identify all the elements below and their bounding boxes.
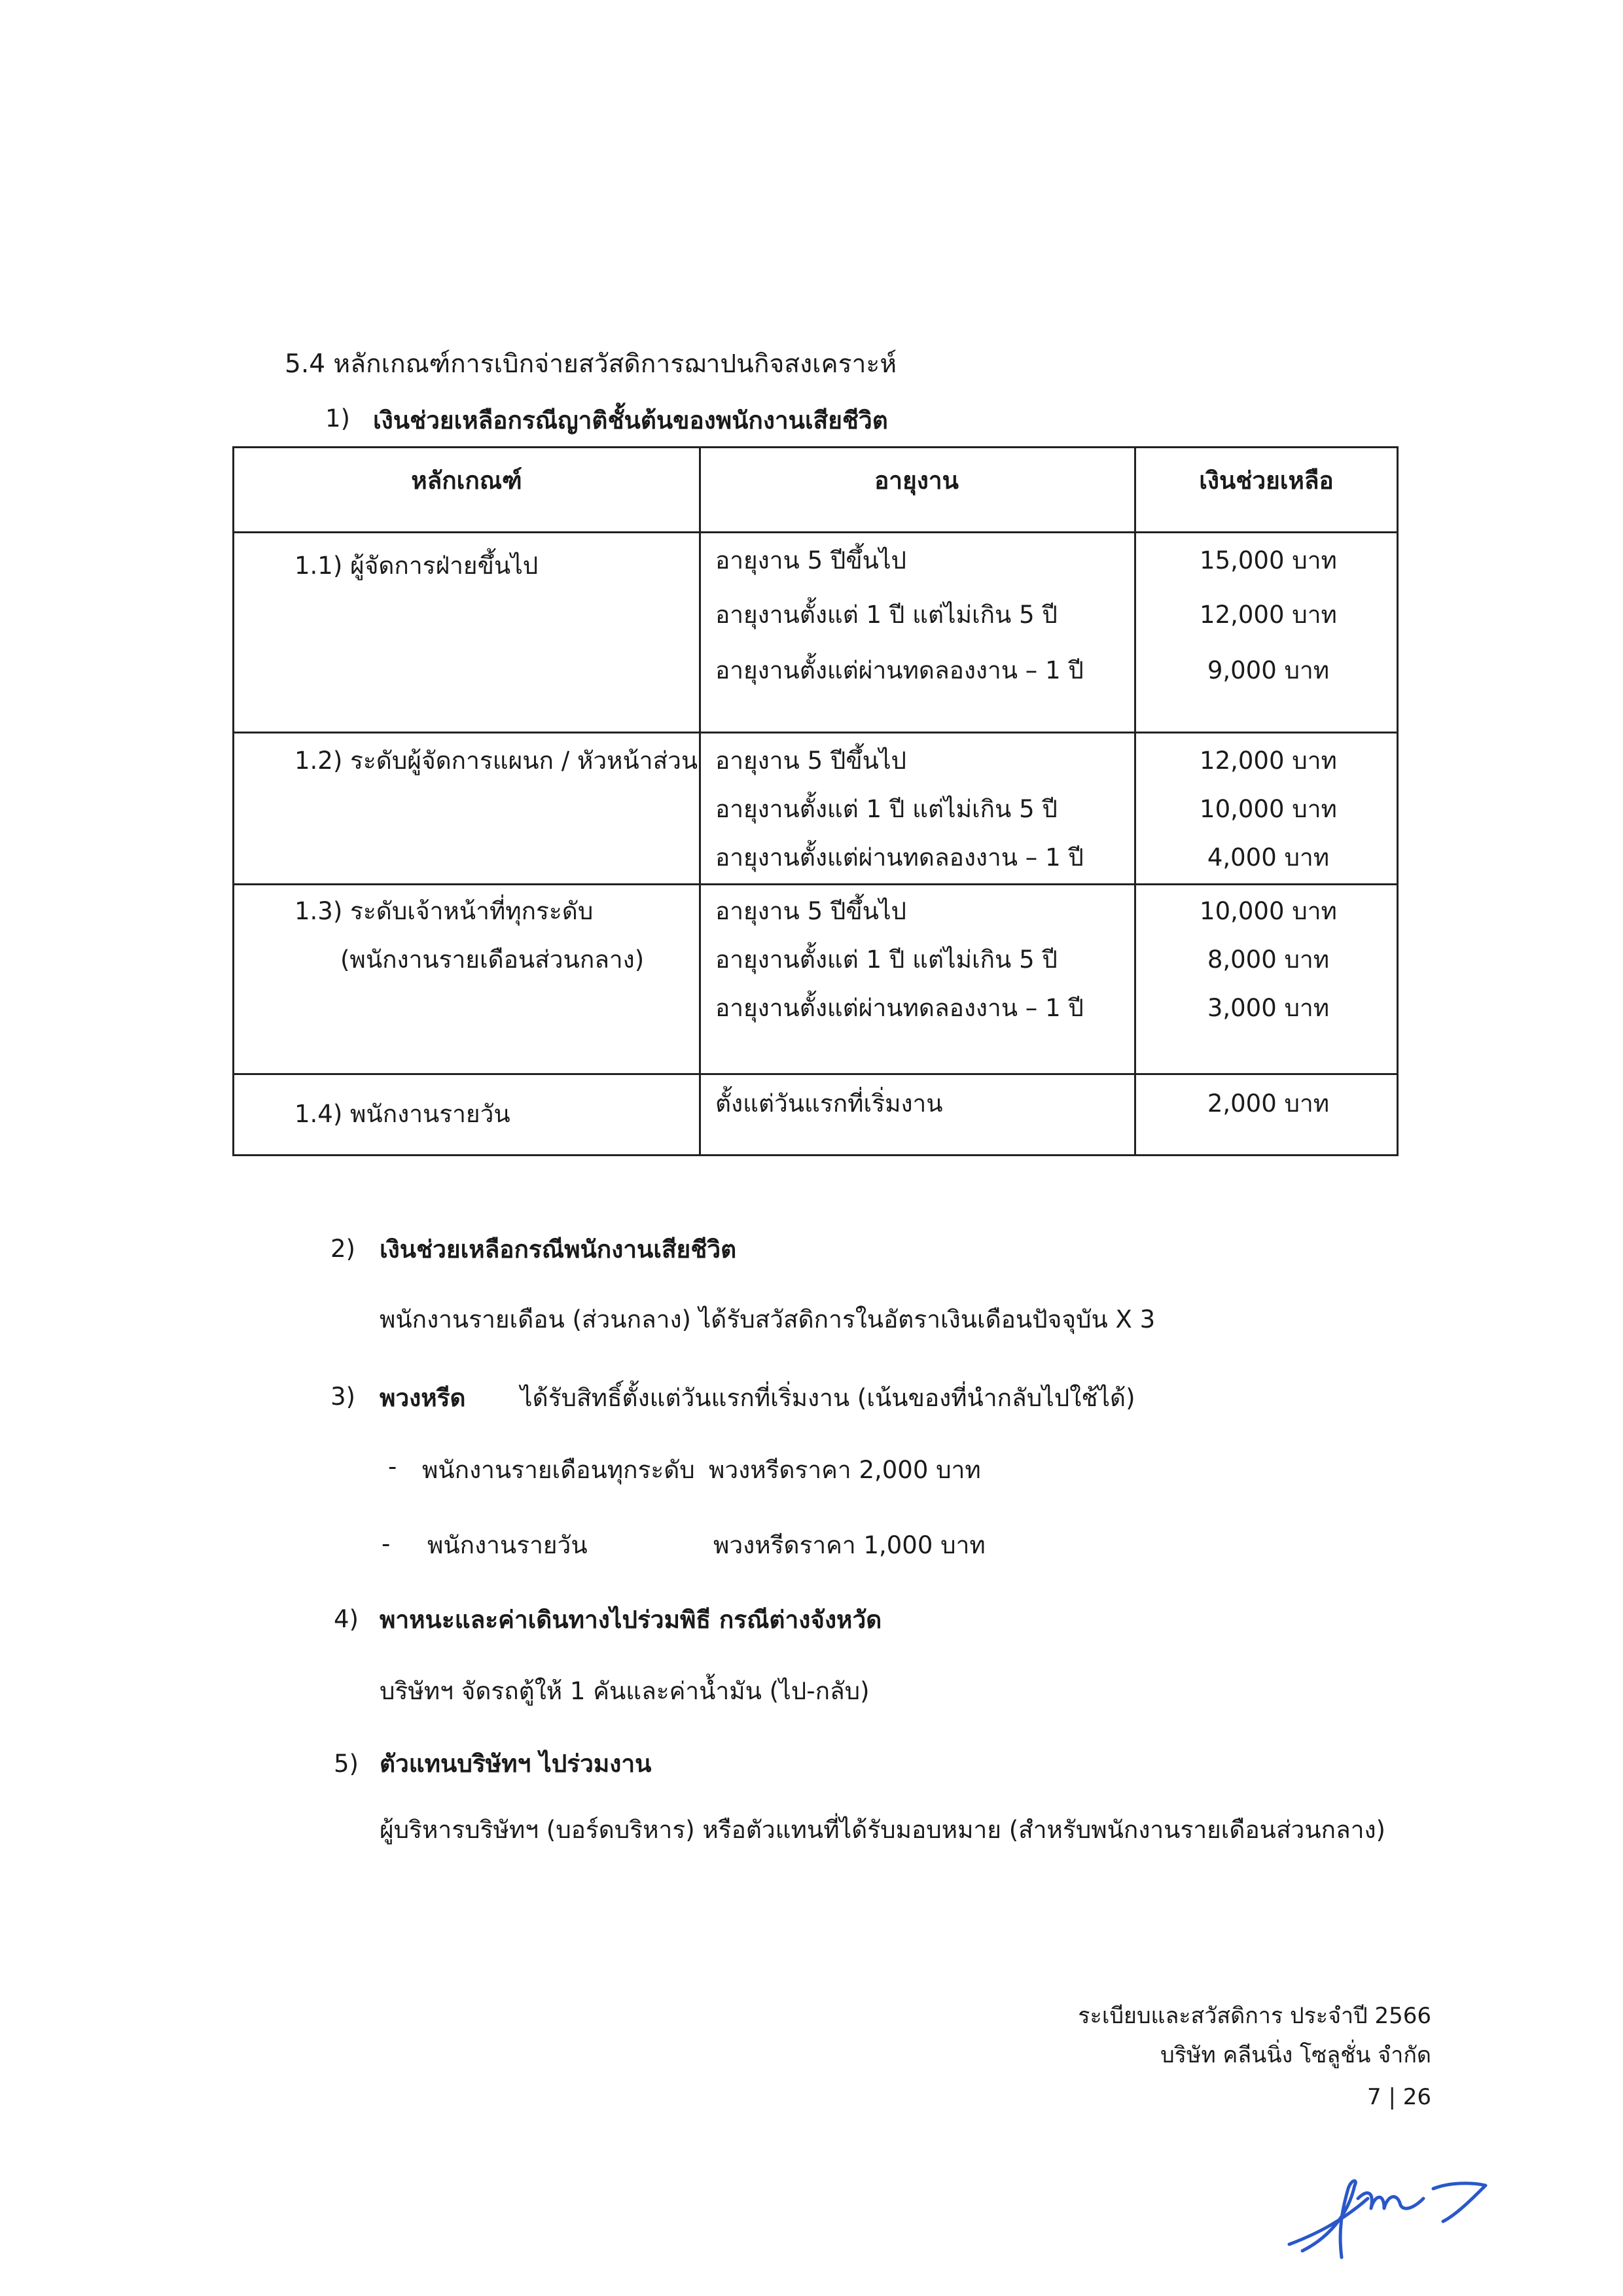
table-header-amount: เงินช่วยเหลือ <box>1199 467 1334 495</box>
item3-number: 3) <box>330 1383 355 1411</box>
row1-service-1: อายุงาน 5 ปีขึ้นไป <box>715 546 907 574</box>
item4-number: 4) <box>334 1605 359 1633</box>
item5-text: ผู้บริหารบริษัทฯ (บอร์ดบริหาร) หรือตัวแทนที่ได้รับมอบหมาย (สำหรับพนักงานรายเดือนส่วนกลาง) <box>380 1816 1385 1844</box>
item5-title: ตัวแทนบริษัทฯ ไปร่วมงาน <box>380 1750 652 1778</box>
table-header-service: อายุงาน <box>874 467 959 495</box>
row3-criteria-2: (พนักงานรายเดือนส่วนกลาง) <box>340 945 645 974</box>
item4-text: บริษัทฯ จัดรถตู้ให้ 1 คันและค่าน้ำมัน (ไป-กลับ) <box>380 1677 870 1705</box>
item3-bullet1-what: พวงหรีดราคา 2,000 บาท <box>709 1456 981 1484</box>
table-header-divider <box>234 531 1397 533</box>
row1-service-2: อายุงานตั้งแต่ 1 ปี แต่ไม่เกิน 5 ปี <box>715 601 1058 629</box>
row4-criteria: 1.4) พนักงานรายวัน <box>294 1100 510 1128</box>
table-row-divider-2 <box>234 883 1397 885</box>
row2-amount-1: 12,000 บาท <box>1200 747 1337 775</box>
item3-bullet2-dash: - <box>382 1530 391 1558</box>
item3-bullet2-what: พวงหรีดราคา 1,000 บาท <box>713 1531 986 1559</box>
row3-service-2: อายุงานตั้งแต่ 1 ปี แต่ไม่เกิน 5 ปี <box>715 945 1058 974</box>
table-row-divider-1 <box>234 732 1397 733</box>
row3-criteria-1: 1.3) ระดับเจ้าหน้าที่ทุกระดับ <box>294 897 594 925</box>
item2-title: เงินช่วยเหลือกรณีพนักงานเสียชีวิต <box>380 1235 737 1263</box>
row3-amount-1: 10,000 บาท <box>1200 897 1337 925</box>
row1-amount-3: 9,000 บาท <box>1207 656 1330 684</box>
table-header-criteria: หลักเกณฑ์ <box>411 467 522 495</box>
row1-amount-2: 12,000 บาท <box>1200 601 1337 629</box>
row2-amount-2: 10,000 บาท <box>1200 795 1337 823</box>
item5-number: 5) <box>334 1750 359 1778</box>
footer-regulation-year: ระเบียบและสวัสดิการ ประจำปี 2566 <box>1078 2003 1431 2029</box>
item2-text: พนักงานรายเดือน (ส่วนกลาง) ได้รับสวัสดิการในอัตราเงินเดือนปัจจุบัน X 3 <box>380 1305 1156 1333</box>
row2-service-3: อายุงานตั้งแต่ผ่านทดลองงาน – 1 ปี <box>715 843 1084 872</box>
item1-number: 1) <box>325 404 350 433</box>
row3-amount-2: 8,000 บาท <box>1207 945 1330 974</box>
row2-criteria: 1.2) ระดับผู้จัดการแผนก / หัวหน้าส่วน <box>294 747 698 775</box>
item4-title: พาหนะและค่าเดินทางไปร่วมพิธี กรณีต่างจังหวัด <box>380 1606 882 1634</box>
row3-amount-3: 3,000 บาท <box>1207 994 1330 1022</box>
item3-text: ได้รับสิทธิ์ตั้งแต่วันแรกที่เริ่มงาน (เน้นของที่นำกลับไปใช้ได้) <box>520 1384 1135 1412</box>
signature-mark <box>1276 2159 1505 2277</box>
section-title: 5.4 หลักเกณฑ์การเบิกจ่ายสวัสดิการฌาปนกิจสงเคราะห์ <box>285 349 897 379</box>
row4-amount-1: 2,000 บาท <box>1207 1089 1330 1118</box>
item3-bullet1-dash: - <box>388 1453 397 1481</box>
item2-number: 2) <box>330 1235 355 1263</box>
row2-service-1: อายุงาน 5 ปีขึ้นไป <box>715 747 907 775</box>
row2-service-2: อายุงานตั้งแต่ 1 ปี แต่ไม่เกิน 5 ปี <box>715 795 1058 823</box>
row3-service-1: อายุงาน 5 ปีขึ้นไป <box>715 897 907 925</box>
item3-bullet1-who: พนักงานรายเดือนทุกระดับ <box>422 1456 695 1484</box>
item3-title: พวงหรีด <box>380 1384 466 1412</box>
row1-service-3: อายุงานตั้งแต่ผ่านทดลองงาน – 1 ปี <box>715 656 1084 684</box>
table-row-divider-3 <box>234 1073 1397 1075</box>
row2-amount-3: 4,000 บาท <box>1207 843 1330 872</box>
row3-service-3: อายุงานตั้งแต่ผ่านทดลองงาน – 1 ปี <box>715 994 1084 1022</box>
row1-amount-1: 15,000 บาท <box>1200 546 1337 574</box>
item1-title: เงินช่วยเหลือกรณีญาติชั้นต้นของพนักงานเสียชีวิต <box>373 406 888 434</box>
benefit-table <box>232 446 1399 1156</box>
row1-criteria: 1.1) ผู้จัดการฝ่ายขึ้นไป <box>294 552 539 580</box>
item3-bullet2-who: พนักงานรายวัน <box>427 1531 588 1559</box>
table-col-divider-2 <box>1134 448 1136 1154</box>
table-col-divider-1 <box>699 448 701 1154</box>
footer-company-name: บริษัท คลีนนิ่ง โซลูชั่น จำกัด <box>1160 2042 1431 2068</box>
row4-service-1: ตั้งแต่วันแรกที่เริ่มงาน <box>715 1089 943 1118</box>
page-number: 7 | 26 <box>1367 2084 1431 2110</box>
